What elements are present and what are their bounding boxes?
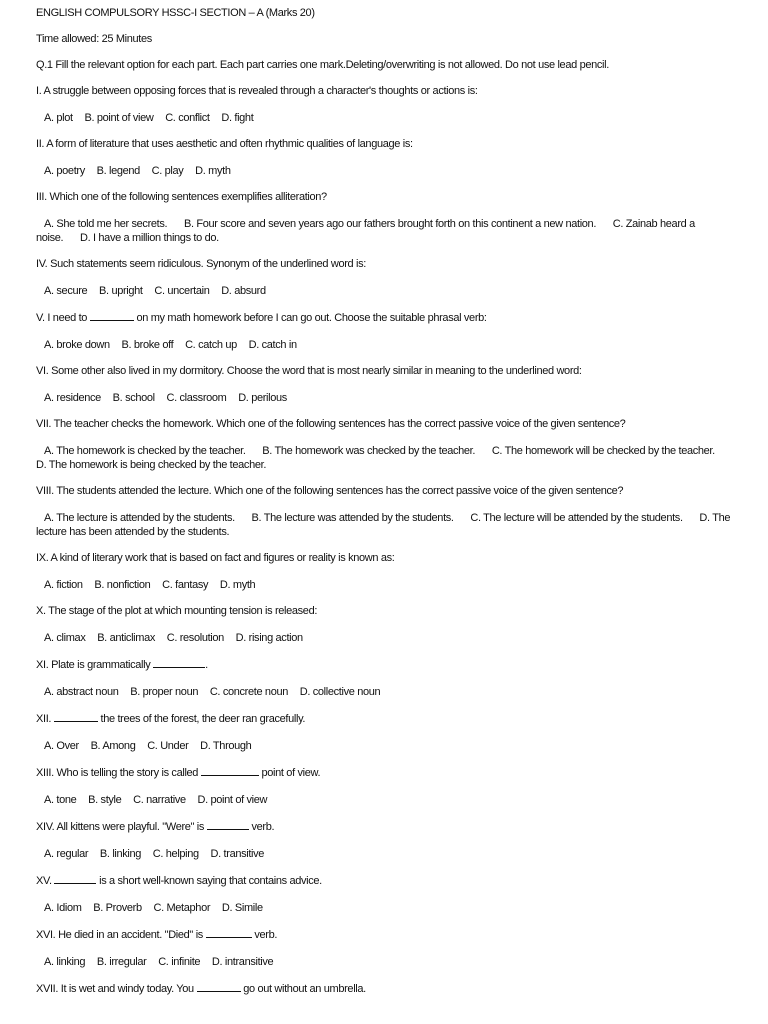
option: A. Over [44,740,79,752]
prompt-start: XIII. Who is telling the story is called [36,767,201,779]
options-5 [44,338,738,352]
option: D. transitive [210,848,265,860]
option: B. Proverb [93,902,142,914]
question-1: I. A struggle between opposing forces that is revealed through a character's thoughts or actions is: [36,85,478,97]
question-7: VII. The teacher checks the homework. Which one of the following sentences has the correct passive voice of the given sentence? [36,418,626,430]
question-9: IX. A kind of literary work that is based on fact and figures or reality is known as: [36,552,395,564]
option: C. Under [147,740,189,752]
option: A. secure [44,285,88,297]
question-8: VIII. The students attended the lecture. Which one of the following sentences has the correct passive voice of the given sentence? [36,485,624,497]
options-12 [44,739,738,753]
options-4 [44,284,738,298]
exam-title: ENGLISH COMPULSORY HSSC-I SECTION – A (Marks 20) [36,7,315,19]
option: C. play [151,165,184,177]
option: B. The homework was checked by the teacher. [262,445,476,457]
options-10 [44,631,738,645]
options-6 [44,391,738,405]
option: C. classroom [166,392,227,404]
option: C. Metaphor [153,902,211,914]
option: C. The lecture will be attended by the students. [470,512,683,524]
answer-blank [201,765,259,776]
time-allowed: Time allowed: 25 Minutes [36,33,152,45]
option: B. proper noun [130,686,199,698]
question-10: X. The stage of the plot at which mounting tension is released: [36,605,318,617]
instructions: Q.1 Fill the relevant option for each part. Each part carries one mark.Deleting/overwriting is not allowed. Do not use lead pencil. [36,59,609,71]
option: C. conflict [165,112,210,124]
question-12 [36,711,738,726]
option: B. school [112,392,155,404]
option: B. broke off [121,339,174,351]
prompt-start: XI. Plate is grammatically [36,659,154,671]
question-5 [36,310,738,325]
option: D. The homework is being checked by the teacher. [36,459,267,471]
option: C. Zainab heard a noise. [36,218,695,244]
prompt-end: is a short well-known saying that contains advice. [96,875,322,887]
option: C. narrative [133,794,186,806]
option: C. resolution [166,632,224,644]
option: B. irregular [96,956,147,968]
prompt-end: verb. [248,821,275,833]
option: B. Four score and seven years ago our fathers brought forth on this continent a new nation. [183,218,597,230]
prompt-end: verb. [251,929,278,941]
question-11 [36,657,738,672]
option: A. poetry [44,165,85,177]
options-16 [44,955,738,969]
option: B. upright [99,285,143,297]
prompt-end: . [205,659,208,671]
option: D. myth [195,165,231,177]
question-17 [36,981,738,996]
option: D. I have a million things to do. [79,232,219,244]
option: D. intransitive [211,956,274,968]
answer-blank [54,873,96,884]
option: D. myth [219,579,256,591]
option: B. style [88,794,122,806]
options-2 [44,164,738,178]
option: A. Idiom [44,902,82,914]
options-15 [44,901,738,915]
option: D. catch in [248,339,297,351]
question-2: II. A form of literature that uses aesthetic and often rhythmic qualities of language is: [36,138,413,150]
option: C. uncertain [154,285,210,297]
option: D. rising action [235,632,303,644]
option: A. fiction [44,579,83,591]
option: A. broke down [44,339,110,351]
options-13 [44,793,738,807]
option: C. infinite [158,956,201,968]
option: A. residence [44,392,101,404]
prompt-end: on my math homework before I can go out. Choose the suitable phrasal verb: [133,312,487,324]
option: D. point of view [197,794,268,806]
option: C. fantasy [162,579,209,591]
answer-blank [54,711,98,722]
options-1 [44,111,738,125]
option: B. The lecture was attended by the students. [251,512,454,524]
option: B. point of view [84,112,154,124]
option: A. The homework is checked by the teacher. [44,445,246,457]
question-6: VI. Some other also lived in my dormitory. Choose the word that is most nearly similar in meaning to the underlined word: [36,365,582,377]
option: C. catch up [185,339,237,351]
prompt-start: V. I need to [36,312,90,324]
options-3 [36,217,738,245]
option: C. concrete noun [209,686,289,698]
option: A. abstract noun [44,686,119,698]
option: A. linking [44,956,86,968]
prompt-end: go out without an umbrella. [240,983,366,995]
answer-blank [197,981,241,992]
answer-blank [153,657,205,668]
question-13 [36,765,738,780]
prompt-start: XVII. It is wet and windy today. You [36,983,197,995]
option: A. regular [44,848,89,860]
options-9 [44,578,738,592]
prompt-start: XII. [36,713,54,725]
option: B. linking [99,848,142,860]
question-4: IV. Such statements seem ridiculous. Synonym of the underlined word is: [36,258,366,270]
prompt-start: XV. [36,875,55,887]
option: D. absurd [221,285,266,297]
option: A. The lecture is attended by the students. [44,512,235,524]
prompt-start: XVI. He died in an accident. "Died" is [36,929,206,941]
question-16 [36,927,738,942]
option: D. fight [221,112,254,124]
option: D. Simile [221,902,263,914]
option: A. She told me her secrets. [44,218,168,230]
prompt-start: XIV. All kittens were playful. "Were" is [36,821,207,833]
option: B. nonfiction [94,579,151,591]
option: D. Through [200,740,252,752]
option: B. anticlimax [97,632,155,644]
option: A. climax [44,632,86,644]
option: C. The homework will be checked by the teacher. [491,445,715,457]
answer-blank [206,927,252,938]
options-11 [44,685,738,699]
option: B. legend [96,165,140,177]
question-15 [36,873,738,888]
options-14 [44,847,738,861]
answer-blank [207,819,249,830]
option: A. plot [44,112,73,124]
question-3: III. Which one of the following sentences exemplifies alliteration? [36,191,327,203]
option: D. collective noun [299,686,381,698]
options-7 [36,444,738,472]
option: C. helping [152,848,199,860]
option: B. Among [90,740,136,752]
prompt-end: point of view. [258,767,321,779]
exam-page [36,6,738,1009]
option: D. perilous [238,392,287,404]
options-8 [36,511,738,539]
answer-blank [90,310,134,321]
option: A. tone [44,794,77,806]
prompt-end: the trees of the forest, the deer ran gracefully. [97,713,306,725]
option: D. The lecture has been attended by the students. [36,512,731,538]
question-14 [36,819,738,834]
